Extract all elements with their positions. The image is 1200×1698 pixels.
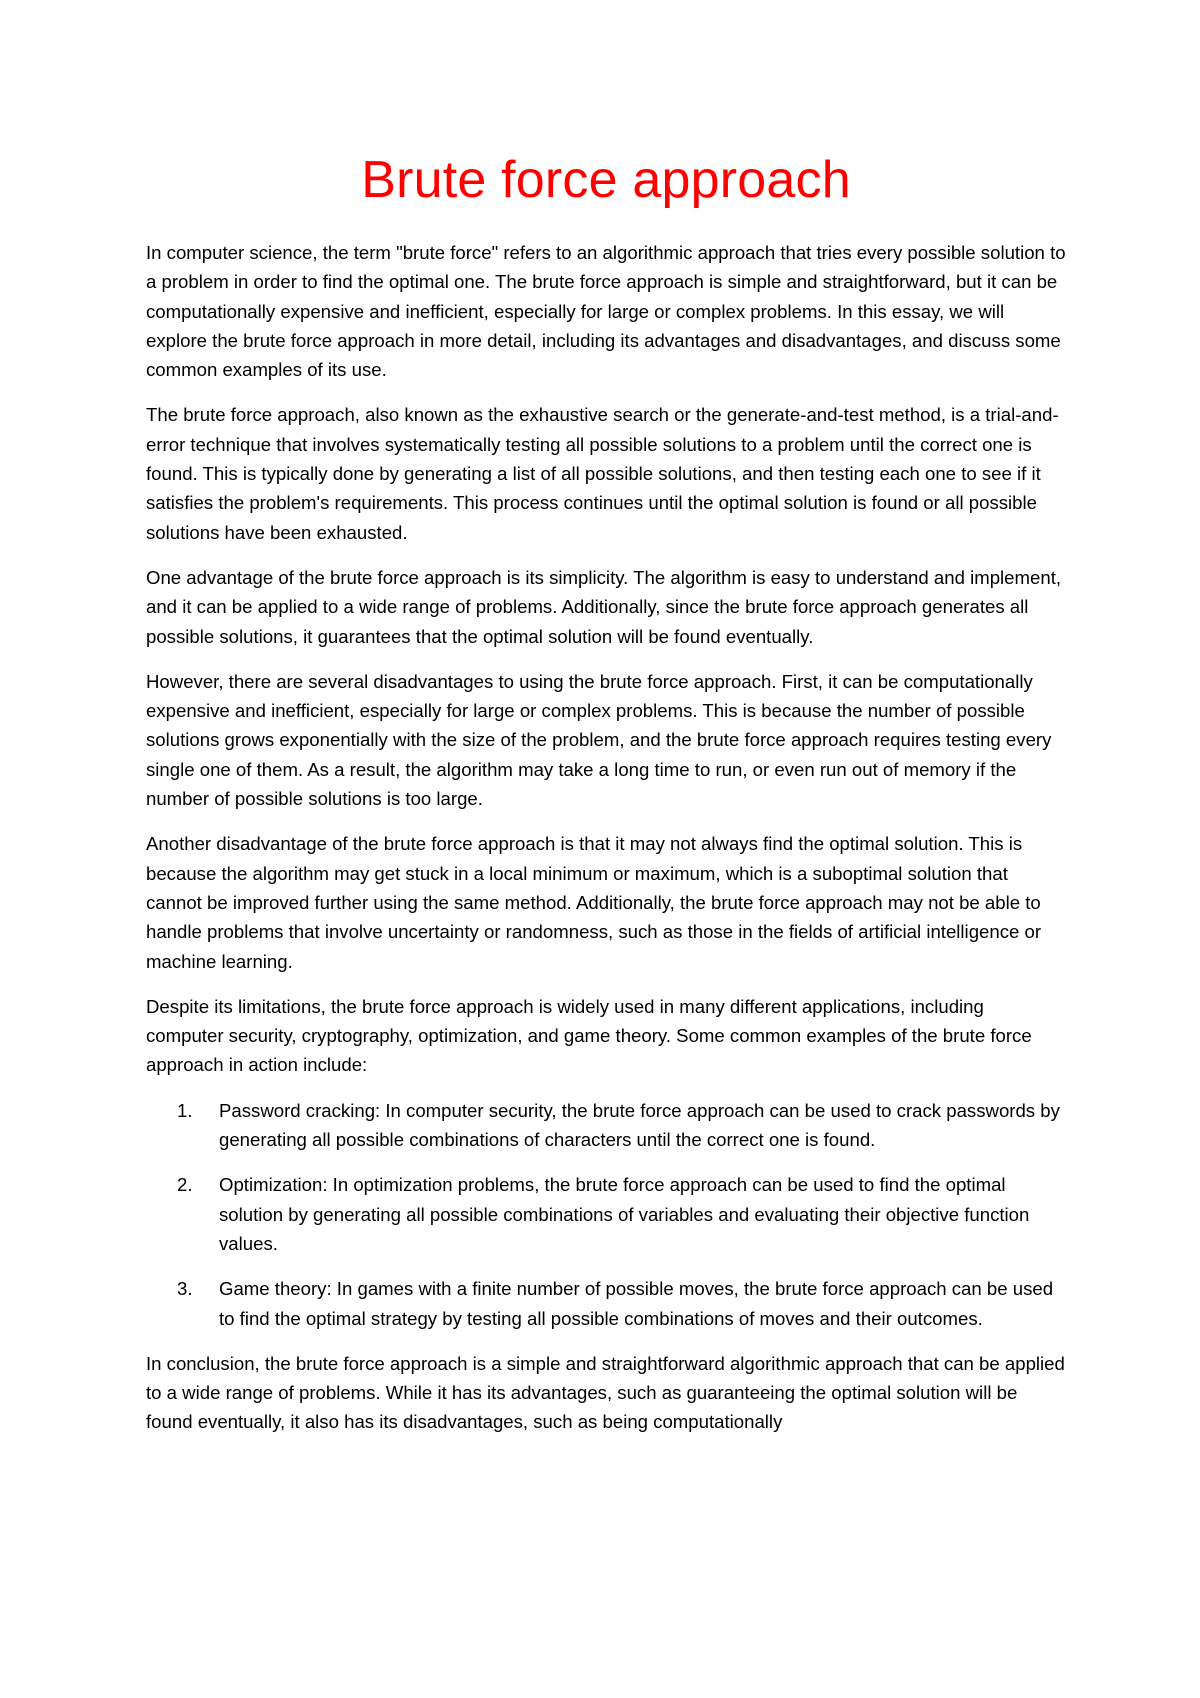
- list-item-text: Game theory: In games with a finite number of possible moves, the brute force approach can be used to find the optimal strategy by testing all possible combinations of moves and their outcomes.: [219, 1278, 1054, 1329]
- paragraph-disadvantages: However, there are several disadvantages to using the brute force approach. First, it can be computationally expensive and inefficient, especially for large or complex problems. This is because the number of possible solutions grows exponentially with the size of the problem, and the brute force approach requires testing every single one of them. As a result, the algorithm may take a long time to run, or even run out of memory if the number of possible solutions is too large.: [146, 670, 1052, 810]
- list-item-number: 3.: [177, 1278, 193, 1300]
- document-title: Brute force approach: [361, 151, 851, 209]
- list-item-number: 2.: [177, 1174, 193, 1196]
- list-item-number: 1.: [177, 1099, 193, 1121]
- paragraph-conclusion: In conclusion, the brute force approach is a simple and straightforward algorithmic approach that can be applied to a wide range of problems. While it has its advantages, such as guaranteeing the optimal solution will be found eventually, it also has its disadvantages, such as being computationally: [146, 1352, 1065, 1433]
- paragraph-definition: The brute force approach, also known as the exhaustive search or the generate-and-test method, is a trial-and-error technique that involves systematically testing all possible solutions to a problem until the correct one is found. This is typically done by generating a list of all possible solutions, and then testing each one to see if it satisfies the problem's requirements. This process continues until the optimal solution is found or all possible solutions have been exhausted.: [146, 404, 1059, 543]
- list-item: [146, 1274, 1066, 1333]
- list-item: [146, 1170, 1066, 1258]
- list-item: [146, 1096, 1066, 1155]
- paragraph-another-disadvantage: Another disadvantage of the brute force approach is that it may not always find the optimal solution. This is because the algorithm may get stuck in a local minimum or maximum, which is a suboptimal solution that cannot be improved further using the same method. Additionally, the brute force approach may not be able to handle problems that involve uncertainty or randomness, such as those in the fields of artificial intelligence or machine learning.: [146, 833, 1042, 972]
- paragraph-applications: Despite its limitations, the brute force approach is widely used in many different applications, including computer security, cryptography, optimization, and game theory. Some common examples of the brute force approach in action include:: [146, 995, 1032, 1076]
- list-item-text: Password cracking: In computer security, the brute force approach can be used to crack passwords by generating all possible combinations of characters until the correct one is found.: [219, 1099, 1060, 1151]
- document-body: [146, 148, 1066, 1453]
- list-item-text: Optimization: In optimization problems, the brute force approach can be used to find the optimal solution by generating all possible combinations of variables and evaluating their objective function values.: [219, 1174, 1030, 1254]
- paragraph-introduction: In computer science, the term "brute force" refers to an algorithmic approach that tries every possible solution to a problem in order to find the optimal one. The brute force approach is simple and straightforward, but it can be computationally expensive and inefficient, especially for large or complex problems. In this essay, we will explore the brute force approach in more detail, including its advantages and disadvantages, and discuss some common examples of its use.: [146, 242, 1066, 381]
- examples-list: [146, 1096, 1066, 1333]
- paragraph-advantage: One advantage of the brute force approach is its simplicity. The algorithm is easy to understand and implement, and it can be applied to a wide range of problems. Additionally, since the brute force approach generates all possible solutions, it guarantees that the optimal solution will be found eventually.: [146, 566, 1062, 647]
